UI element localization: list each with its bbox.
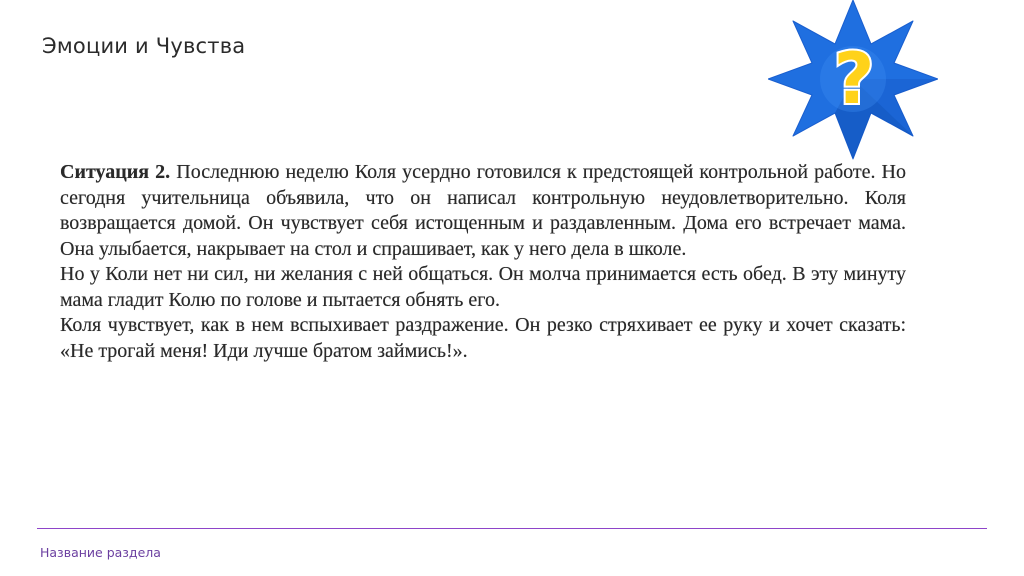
slide-title: Эмоции и Чувства [42, 34, 246, 58]
question-star-icon [768, 0, 938, 165]
paragraph-1-text: Последнюю неделю Коля усердно готовился к предстоящей контрольной работе. Но сегодня учительница объявила, что он написал контрольную неудовлетворительно. Коля возвращается домой. Он чувствует себя истощенным и раздавленным. Дома его встречает мама. Она улыбается, накрывает на стол и спрашивает, как у него дела в школе. [60, 161, 907, 260]
situation-heading: Ситуация 2. [60, 161, 171, 183]
situation-text [60, 160, 906, 364]
paragraph-3: Коля чувствует, как в нем вспыхивает раздражение. Он резко стряхивает ее руку и хочет сказать: «Не трогай меня! Иди лучше братом займись!». [60, 314, 906, 362]
footer-divider [37, 528, 987, 529]
svg-text:?: ? [833, 38, 875, 120]
paragraph-1 [60, 160, 906, 262]
paragraph-2: Но у Коли нет ни сил, ни желания с ней общаться. Он молча принимается есть обед. В эту минуту мама гладит Колю по голове и пытается обнять его. [60, 263, 906, 311]
section-name: Название раздела [40, 545, 161, 560]
